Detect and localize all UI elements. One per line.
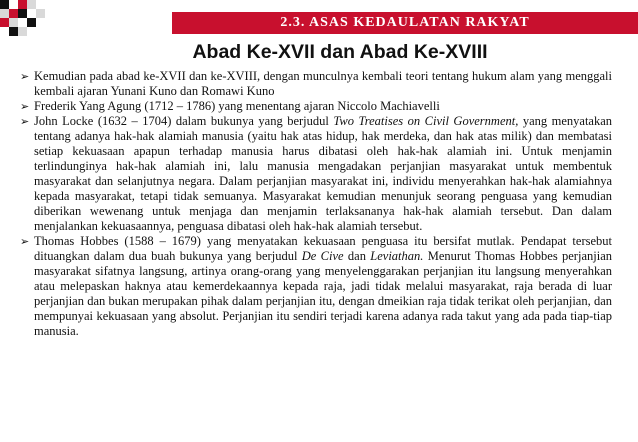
- section-header-band: [172, 12, 638, 34]
- slide-title: Abad Ke-XVII dan Abad Ke-XVIII: [192, 41, 488, 63]
- bullet-text: Frederik Yang Agung (1712 – 1786) yang menentang ajaran Niccolo Machiavelli: [34, 99, 440, 113]
- bullet-text: Kemudian pada abad ke-XVII dan ke-XVIII, dengan munculnya kembali teori tentang hukum alam yang menggali kembali ajaran Yunani Kuno dan Romawi Kuno: [34, 69, 612, 98]
- bullet-text-part: dan: [343, 249, 371, 263]
- list-item: [20, 69, 612, 99]
- book-title: Leviathan.: [370, 249, 424, 263]
- arrow-bullet-icon: ➢: [20, 115, 30, 128]
- checker-decoration: [0, 0, 54, 40]
- section-title: 2.3. ASAS KEDAULATAN RAKYAT: [280, 15, 530, 30]
- bullet-text-part: Thomas Hobbes (1588 – 1679) yang menyatakan kekuasaan penguasa itu bersifat mutlak. Pendapat tersebut dituangkan dalam dua buah bukunya yang berjudul: [34, 234, 612, 263]
- list-item: [20, 234, 612, 339]
- book-title: De Cive: [301, 249, 344, 263]
- bullet-text-part: Menurut Thomas Hobbes perjanjian masyarakat sifatnya langsung, artinya orang-orang yang menyelenggarakan perjanjian itu langsung menyerahkan atau melepaskan haknya atau kemerdekaannya kepada raja, jadi tidak melalui masyarakat, raja berada di luar perjanjian dan bukan merupakan pihak dalam perjanjian itu, dengan dmeikian raja tidak terikat oleh perjanjian, dan mempunyai kekuasaan yang absolut. Perjanjian itu sendiri terjadi karena adanya rada takut yang ada pada tiap-tiap manusia.: [34, 249, 612, 338]
- arrow-bullet-icon: ➢: [20, 70, 30, 83]
- bullet-text-part: yang menyatakan tentang adanya hak-hak alamiah manusia (yaitu hak atas hidup, hak merdeka, dan hak atas milik) dan membatasi setiap kekuasaan apapun terhadap manusia harus dibatasi oleh hak-hak alamiah ini. Untuk menjamin terlindunginya hak-hak alamiah ini, lalu manusia mengadakan perjanjian masyarakat untuk membentuk masyarakat dan selanjutnya negara. Dalam perjanjian masyarakat ini, individu menyerahkan hak-hak alamiahnya kepada masyarakat, tetapi tidak semuanya. Masyarakat kemudian menunjuk seorang penguasa yang kemudian diberikan wewenang untuk menjaga dan menjamin terlaksananya hak-hak alamiah tersebut. Dan dalam menjalankan kekuasaannya, penguasa dibatasi oleh hak-hak alamiah tersebut.: [34, 114, 613, 233]
- book-title: Two Treatises on Civil Government,: [333, 114, 519, 128]
- bullet-text: [34, 234, 612, 339]
- list-item: [20, 114, 612, 234]
- arrow-bullet-icon: ➢: [20, 235, 30, 248]
- list-item: [20, 99, 612, 114]
- bullet-text: [34, 114, 612, 234]
- bullet-list: [20, 69, 612, 339]
- arrow-bullet-icon: ➢: [20, 100, 30, 113]
- bullet-text-part: John Locke (1632 – 1704) dalam bukunya yang berjudul: [34, 114, 334, 128]
